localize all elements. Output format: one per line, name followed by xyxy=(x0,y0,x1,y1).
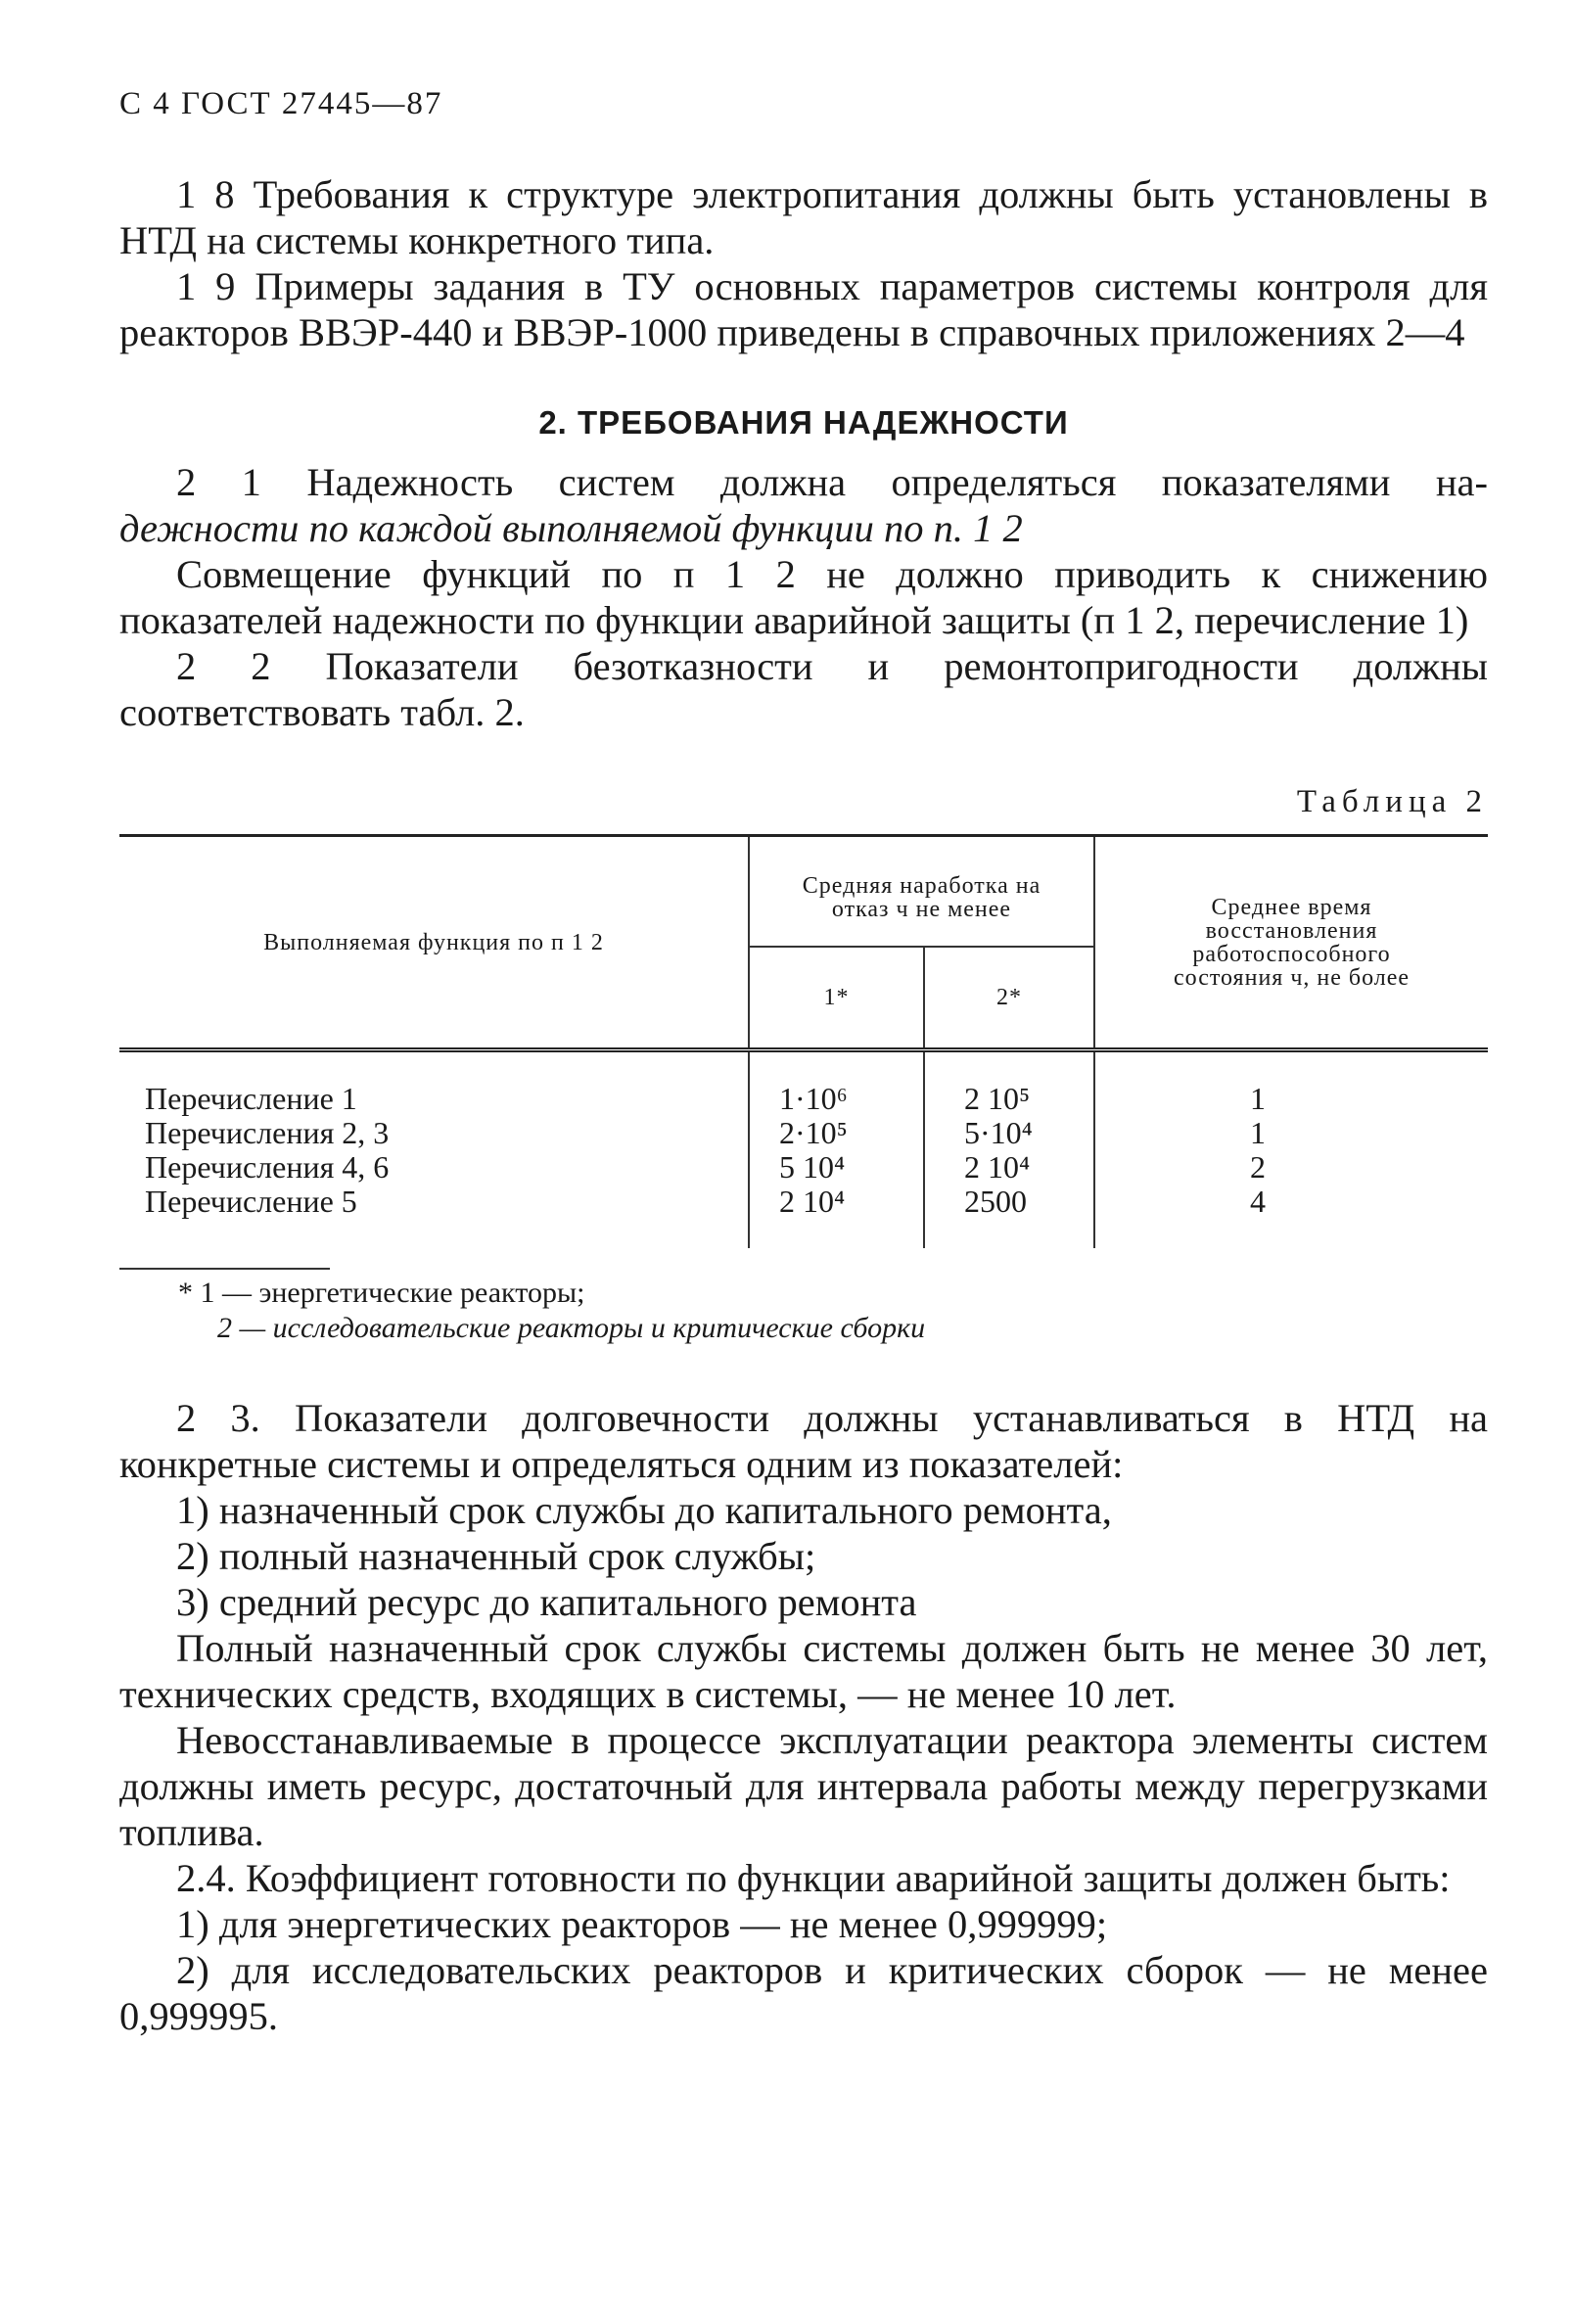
paragraph-2-3: 2 3. Показатели долговечности должны устанавливаться в НТД на конкретные системы и определяться одним из показателей: xyxy=(119,1396,1488,1486)
list-item: 1) назначенный срок службы до капитального ремонта, xyxy=(176,1488,1112,1532)
header-sub-1: 1* xyxy=(749,947,924,1050)
row-c1-3: 5 10⁴ xyxy=(779,1149,846,1185)
row-rec-1: 1 xyxy=(1250,1081,1266,1116)
row-func-4: Перечисление 5 xyxy=(145,1184,357,1219)
document-page xyxy=(119,86,1488,2039)
row-func-1: Перечисление 1 xyxy=(145,1081,357,1116)
table-body-row xyxy=(119,1050,1488,1249)
cell-functions xyxy=(119,1050,749,1249)
list-item: 2) полный назначенный срок службы; xyxy=(176,1534,816,1578)
paragraph-1-8: 1 8 Требования к структуре электропитания должны быть установлены в НТД на системы конкретного типа. xyxy=(119,172,1488,262)
paragraph-2-3-b: Полный назначенный срок службы системы должен быть не менее 30 лет, технических средств, входящих в системы, — не менее 10 лет. xyxy=(119,1626,1488,1716)
list-item: 3) средний ресурс до капитального ремонта xyxy=(176,1580,917,1624)
page-header: С 4 ГОСТ 27445—87 xyxy=(119,86,443,121)
cell-mtbf-2 xyxy=(924,1050,1094,1249)
paragraph-2-1-start: 2 1 Надежность систем должна определяться показателями на- xyxy=(176,460,1488,504)
header-function: Выполняемая функция по п 1 2 xyxy=(119,836,749,1050)
row-c1-1: 1·10⁶ xyxy=(779,1081,848,1116)
section-title: 2. ТРЕБОВАНИЯ НАДЕЖНОСТИ xyxy=(538,404,1069,441)
row-func-3: Перечисления 4, 6 xyxy=(145,1149,390,1185)
row-c1-2: 2·10⁵ xyxy=(779,1115,848,1150)
reliability-table xyxy=(119,834,1488,1248)
cell-recovery xyxy=(1094,1050,1488,1249)
italic-text: дежности по каждой выполняемой функции по п. 1 2 xyxy=(119,506,1023,550)
row-rec-2: 1 xyxy=(1250,1115,1266,1150)
paragraph-1-9: 1 9 Примеры задания в ТУ основных параметров системы контроля для реакторов ВВЭР-440 и ВВЭР-1000 приведены в справочных приложениях 2—4 xyxy=(119,264,1488,354)
table-caption: Таблица 2 xyxy=(1296,784,1488,819)
cell-mtbf-1 xyxy=(749,1050,924,1249)
header-mtbf: Средняя наработка на отказ ч не менее xyxy=(749,836,1094,948)
header-sub-2: 2* xyxy=(924,947,1094,1050)
row-c1-4: 2 10⁴ xyxy=(779,1184,846,1219)
row-c2-3: 2 10⁴ xyxy=(964,1149,1031,1185)
paragraph-2-4: 2.4. Коэффициент готовности по функции аварийной защиты должен быть: xyxy=(176,1856,1451,1900)
paragraph-2-1-italic xyxy=(119,505,1488,551)
table-header-row xyxy=(119,836,1488,948)
row-rec-4: 4 xyxy=(1250,1184,1266,1219)
paragraph-2-3-c: Невосстанавливаемые в процессе эксплуатации реактора элементы систем должны иметь ресурс, достаточный для интервала работы между перегрузками топлива. xyxy=(119,1718,1488,1854)
paragraph-2-2: 2 2 Показатели безотказности и ремонтопригодности должны соответствовать табл. 2. xyxy=(119,644,1488,734)
paragraph-2-1-b: Совмещение функций по п 1 2 не должно приводить к снижению показателей надежности по функции аварийной защиты (п 1 2, перечисление 1) xyxy=(119,552,1488,642)
header-recovery: Среднее время восстановления работоспособного состояния ч, не более xyxy=(1094,836,1488,1050)
footnote-1: * 1 — энергетические реакторы; xyxy=(178,1277,585,1309)
row-c2-2: 5·10⁴ xyxy=(964,1115,1033,1150)
row-c2-4: 2500 xyxy=(964,1184,1027,1219)
list-item: 1) для энергетических реакторов — не менее 0,999999; xyxy=(176,1902,1108,1946)
row-c2-1: 2 10⁵ xyxy=(964,1081,1031,1116)
footnote-2: 2 — исследовательские реакторы и критические сборки xyxy=(217,1312,926,1344)
footnote-divider xyxy=(119,1268,330,1270)
row-rec-3: 2 xyxy=(1250,1149,1266,1185)
list-item: 2) для исследовательских реакторов и критических сборок — не менее 0,999995. xyxy=(119,1948,1488,2038)
row-func-2: Перечисления 2, 3 xyxy=(145,1115,390,1150)
